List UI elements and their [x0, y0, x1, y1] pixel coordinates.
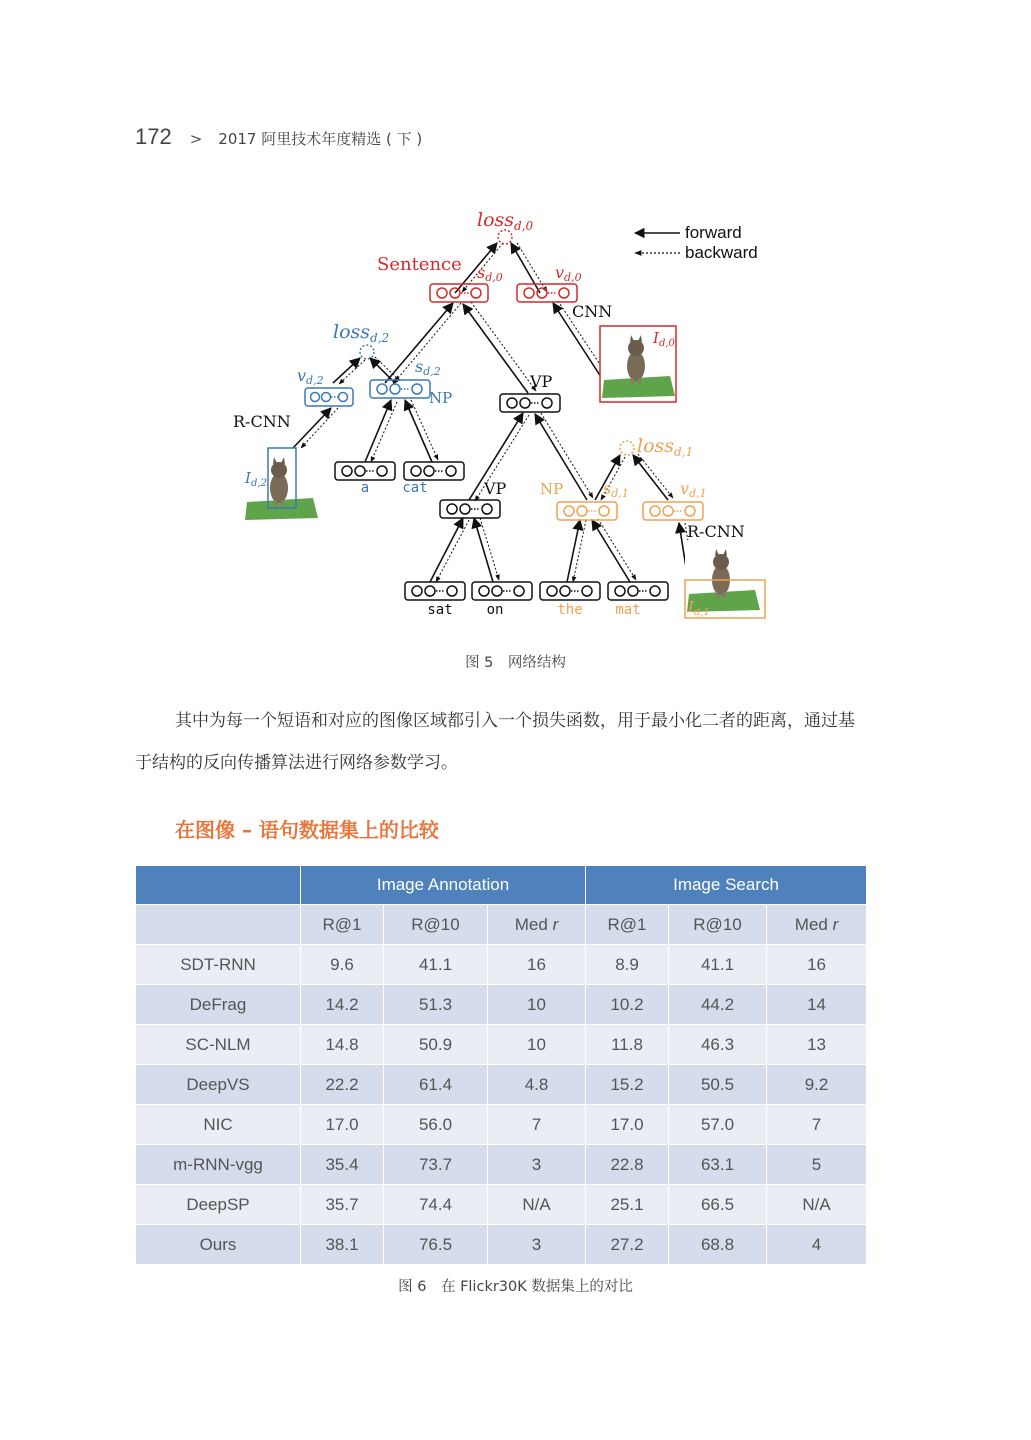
label-v-d2: vd,2	[297, 366, 324, 387]
label-i-d2: $I_{d,2}$	[245, 469, 267, 489]
metric-cell: 10	[488, 985, 586, 1025]
metric-cell: 14.2	[301, 985, 384, 1025]
metric-cell: 9.2	[767, 1065, 867, 1105]
sub-header-italic: r	[552, 914, 559, 934]
sub-header-cell	[586, 905, 669, 945]
node-word-on	[472, 582, 532, 600]
metric-cell: N/A	[767, 1185, 867, 1225]
metric-cell: 8.9	[586, 945, 669, 985]
label-s-d2: sd,2	[415, 357, 441, 378]
metric-cell: 74.4	[384, 1185, 488, 1225]
metric-cell: 35.7	[301, 1185, 384, 1225]
method-name-cell: Ours	[136, 1225, 301, 1265]
metric-cell: 35.4	[301, 1145, 384, 1185]
metric-cell: 38.1	[301, 1225, 384, 1265]
node-s-d1	[557, 502, 617, 520]
node-s-d0	[430, 284, 488, 302]
node-word-cat	[404, 462, 464, 480]
table-row	[136, 1065, 867, 1105]
section-title: 在图像 – 语句数据集上的比较	[175, 818, 439, 842]
label-i-d1: $I_{d,1}$	[688, 598, 710, 618]
method-name-cell: SDT-RNN	[136, 945, 301, 985]
metric-cell: 22.2	[301, 1065, 384, 1105]
node-vp-top	[500, 394, 560, 412]
table-row	[136, 1185, 867, 1225]
metric-cell: 50.9	[384, 1025, 488, 1065]
method-name-cell: DeepSP	[136, 1185, 301, 1225]
metric-cell: 27.2	[586, 1225, 669, 1265]
metric-cell: 68.8	[669, 1225, 767, 1265]
metric-cell: 4.8	[488, 1065, 586, 1105]
node-word-the	[540, 582, 600, 600]
table-row	[136, 1225, 867, 1265]
node-v-d2	[305, 388, 353, 406]
loss-d0-node	[498, 230, 512, 244]
label-vp-mid: VP	[484, 479, 507, 498]
metric-cell: 4	[767, 1225, 867, 1265]
label-sentence: Sentence	[377, 254, 462, 275]
table-row	[136, 945, 867, 985]
body-paragraph: 其中为每一个短语和对应的图像区域都引入一个损失函数，用于最小化二者的距离，通过基于结构的反向传播算法进行网络参数学习。	[135, 711, 855, 773]
label-s-d0: sd,0	[477, 263, 503, 284]
word-a: a	[360, 480, 370, 496]
word-on: on	[486, 602, 504, 618]
sub-header-text: Med	[514, 914, 553, 934]
sub-header-text: Med	[794, 914, 833, 934]
word-cat: cat	[402, 480, 428, 496]
metric-cell: 16	[488, 945, 586, 985]
book-title: 2017 阿里技术年度精选 ( 下 )	[218, 130, 423, 148]
sub-header-text: R@10	[411, 914, 460, 934]
metric-cell: 13	[767, 1025, 867, 1065]
label-s-d1: sd,1	[603, 479, 629, 500]
metric-cell: 11.8	[586, 1025, 669, 1065]
header-image-search: Image Search	[586, 866, 867, 905]
method-name-cell: SC-NLM	[136, 1025, 301, 1065]
sub-header-cell	[301, 905, 384, 945]
sub-header-cell	[767, 905, 867, 945]
label-np-blue: NP	[429, 389, 453, 407]
metric-cell: 44.2	[669, 985, 767, 1025]
metric-cell: 16	[767, 945, 867, 985]
metric-cell: 76.5	[384, 1225, 488, 1265]
node-word-mat	[608, 582, 668, 600]
word-mat: mat	[615, 602, 641, 618]
label-v-d1: vd,1	[680, 479, 707, 500]
sub-header-cell	[488, 905, 586, 945]
table-row	[136, 1025, 867, 1065]
metric-cell: 10.2	[586, 985, 669, 1025]
metric-cell: 3	[488, 1225, 586, 1265]
diagram-edges	[293, 243, 694, 582]
label-rcnn-left: R-CNN	[233, 412, 291, 431]
diagram-legend	[635, 223, 758, 262]
sub-header-italic: r	[832, 914, 839, 934]
header-separator: >	[189, 130, 203, 148]
node-word-a	[335, 462, 395, 480]
loss-d1-node	[620, 441, 634, 455]
label-vp-top: VP	[530, 372, 553, 391]
sub-header-cell	[669, 905, 767, 945]
table-row	[136, 1105, 867, 1145]
metric-cell: 14.8	[301, 1025, 384, 1065]
metric-cell: 51.3	[384, 985, 488, 1025]
metric-cell: 46.3	[669, 1025, 767, 1065]
sub-header-cell	[384, 905, 488, 945]
table-row	[136, 985, 867, 1025]
metric-cell: 9.6	[301, 945, 384, 985]
table-corner-cell	[136, 866, 301, 905]
node-vp-mid	[440, 500, 500, 518]
metric-cell: 10	[488, 1025, 586, 1065]
metric-cell: 25.1	[586, 1185, 669, 1225]
network-structure-diagram	[225, 200, 785, 625]
metric-cell: 17.0	[301, 1105, 384, 1145]
table-body	[136, 945, 867, 1265]
legend-backward: backward	[685, 243, 758, 262]
metric-cell: 14	[767, 985, 867, 1025]
metric-cell: 56.0	[384, 1105, 488, 1145]
metric-cell: 66.5	[669, 1185, 767, 1225]
metric-cell: 15.2	[586, 1065, 669, 1105]
node-word-sat	[405, 582, 465, 600]
metric-cell: 41.1	[384, 945, 488, 985]
sub-header-text: R@1	[607, 914, 647, 934]
metric-cell: 17.0	[586, 1105, 669, 1145]
label-loss-d1: loss$_{d,1}$	[637, 435, 694, 459]
method-name-cell: m-RNN-vgg	[136, 1145, 301, 1185]
metric-cell: 3	[488, 1145, 586, 1185]
loss-d2-node	[360, 345, 374, 359]
table-group-header-row	[136, 866, 867, 905]
metric-cell: 61.4	[384, 1065, 488, 1105]
metric-cell: 7	[488, 1105, 586, 1145]
method-name-cell: DeepVS	[136, 1065, 301, 1105]
metric-cell: N/A	[488, 1185, 586, 1225]
metric-cell: 50.5	[669, 1065, 767, 1105]
metric-cell: 73.7	[384, 1145, 488, 1185]
method-name-cell: DeFrag	[136, 985, 301, 1025]
method-name-cell: NIC	[136, 1105, 301, 1145]
page-number: 172	[135, 124, 172, 149]
table-row	[136, 1145, 867, 1185]
node-s-d2	[370, 380, 430, 398]
label-v-d0: vd,0	[555, 263, 582, 284]
header-image-annotation: Image Annotation	[301, 866, 586, 905]
metric-cell: 22.8	[586, 1145, 669, 1185]
table-sub-corner-cell	[136, 905, 301, 945]
figure-5-caption: 图 5 网络结构	[465, 655, 566, 671]
table-sub-header-row	[136, 905, 867, 945]
label-loss-d0: loss$_{d,0}$	[477, 209, 534, 233]
label-cnn: CNN	[572, 302, 613, 321]
node-v-d1	[643, 502, 703, 520]
figure-6-caption: 图 6 在 Flickr30K 数据集上的对比	[398, 1279, 633, 1295]
metric-cell: 57.0	[669, 1105, 767, 1145]
word-sat: sat	[427, 602, 453, 618]
sub-header-text: R@10	[693, 914, 742, 934]
metric-cell: 41.1	[669, 945, 767, 985]
label-i-d0: $I_{d,0}$	[653, 329, 675, 349]
sub-header-text: R@1	[322, 914, 362, 934]
label-np-orange: NP	[540, 480, 564, 498]
node-v-d0	[517, 284, 577, 302]
word-the: the	[557, 602, 583, 618]
metric-cell: 7	[767, 1105, 867, 1145]
metric-cell: 63.1	[669, 1145, 767, 1185]
metric-cell: 5	[767, 1145, 867, 1185]
running-header	[135, 124, 422, 150]
comparison-table	[135, 865, 867, 1265]
label-rcnn-right: R-CNN	[687, 522, 745, 541]
label-loss-d2: loss$_{d,2}$	[333, 321, 390, 345]
legend-forward: forward	[685, 223, 742, 242]
